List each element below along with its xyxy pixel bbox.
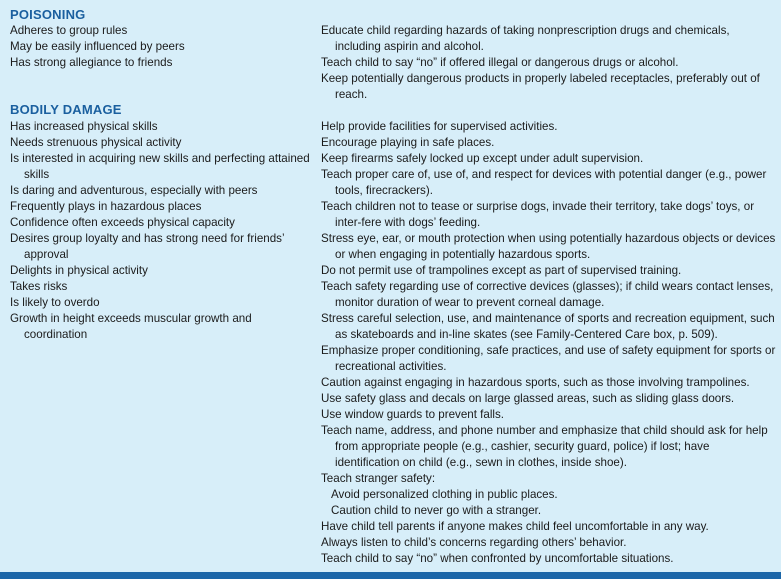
list-item: Is daring and adventurous, especially with peers bbox=[10, 184, 258, 197]
list-item: May be easily influenced by peers bbox=[10, 40, 185, 53]
list-item: Teach children not to tease or surprise dogs, invade their territory, take dogs’ toys, or inter-fere with dogs’ feeding. bbox=[321, 200, 755, 229]
sub-list-item: Caution child to never go with a stranger. bbox=[331, 504, 542, 517]
list-item: Caution against engaging in hazardous sports, such as those involving trampolines. bbox=[321, 376, 750, 389]
list-item: Teach name, address, and phone number and emphasize that child should ask for help from appropriate people (e.g., cashier, security guard, police) if lost; have identification on child (e.g., sewn in clothes, inside shoe). bbox=[321, 424, 768, 469]
bodily-damage-characteristics bbox=[10, 119, 310, 343]
list-item: Teach child to say “no” when confronted by uncomfortable situations. bbox=[321, 552, 674, 565]
list-item: Help provide facilities for supervised activities. bbox=[321, 120, 558, 133]
poisoning-heading: POISONING bbox=[10, 7, 86, 22]
poisoning-measures bbox=[321, 23, 776, 103]
list-item: Keep potentially dangerous products in properly labeled receptacles, preferably out of reach. bbox=[321, 72, 760, 101]
list-item: Encourage playing in safe places. bbox=[321, 136, 495, 149]
bodily-damage-heading: BODILY DAMAGE bbox=[10, 102, 122, 117]
list-item: Adheres to group rules bbox=[10, 24, 128, 37]
list-item: Delights in physical activity bbox=[10, 264, 148, 277]
list-item: Always listen to child’s concerns regarding others’ behavior. bbox=[321, 536, 627, 549]
list-item: Stress careful selection, use, and maintenance of sports and recreation equipment, such as skateboards and in-line skates (see Family-Centered Care box, p. 509). bbox=[321, 312, 775, 341]
list-item: Have child tell parents if anyone makes child feel uncomfortable in any way. bbox=[321, 520, 709, 533]
list-item: Has increased physical skills bbox=[10, 120, 158, 133]
bottom-rule bbox=[0, 572, 781, 579]
list-item: Teach proper care of, use of, and respect for devices with potential danger (e.g., power tools, firecrackers). bbox=[321, 168, 767, 197]
list-item: Use window guards to prevent falls. bbox=[321, 408, 505, 421]
list-item: Emphasize proper conditioning, safe practices, and use of safety equipment for sports or recreational activities. bbox=[321, 344, 776, 373]
list-item: Keep firearms safely locked up except under adult supervision. bbox=[321, 152, 644, 165]
list-item: Do not permit use of trampolines except as part of supervised training. bbox=[321, 264, 682, 277]
list-item: Teach safety regarding use of corrective devices (glasses); if child wears contact lenses, monitor duration of wear to prevent corneal damage. bbox=[321, 280, 774, 309]
list-item: Takes risks bbox=[10, 280, 68, 293]
list-item: Is likely to overdo bbox=[10, 296, 100, 309]
list-item: Stress eye, ear, or mouth protection when using potentially hazardous objects or devices or when engaging in potentially hazardous sports. bbox=[321, 232, 776, 261]
list-item: Educate child regarding hazards of taking nonprescription drugs and chemicals, including aspirin and alcohol. bbox=[321, 24, 730, 53]
bodily-damage-measures bbox=[321, 119, 776, 567]
list-item: Has strong allegiance to friends bbox=[10, 56, 173, 69]
list-item: Growth in height exceeds muscular growth and coordination bbox=[10, 312, 252, 341]
list-item: Is interested in acquiring new skills and perfecting attained skills bbox=[10, 152, 310, 181]
list-item: Frequently plays in hazardous places bbox=[10, 200, 202, 213]
list-item: Desires group loyalty and has strong need for friends’ approval bbox=[10, 232, 285, 261]
list-item: Needs strenuous physical activity bbox=[10, 136, 182, 149]
poisoning-characteristics bbox=[10, 23, 310, 71]
list-item: Teach stranger safety: bbox=[321, 472, 436, 485]
sub-list-item: Avoid personalized clothing in public places. bbox=[331, 488, 558, 501]
list-item: Teach child to say “no” if offered illegal or dangerous drugs or alcohol. bbox=[321, 56, 679, 69]
list-item: Confidence often exceeds physical capacity bbox=[10, 216, 235, 229]
list-item: Use safety glass and decals on large glassed areas, such as sliding glass doors. bbox=[321, 392, 735, 405]
